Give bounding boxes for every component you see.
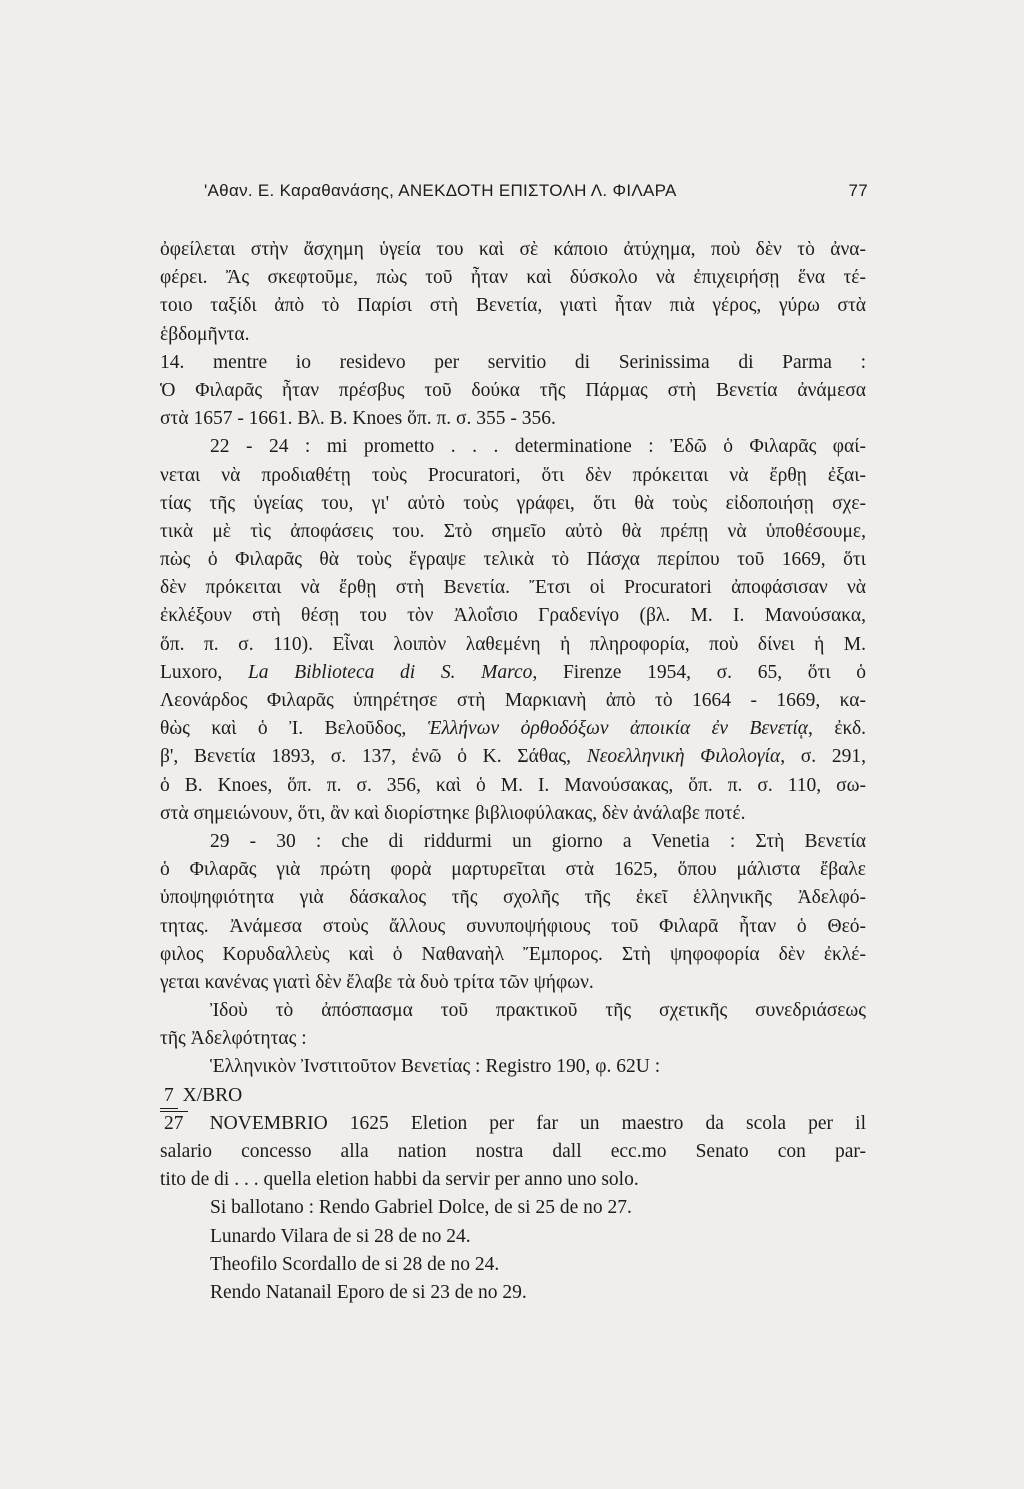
text-line: ὀφείλεται στὴν ἄσχημη ὑγεία του καὶ σὲ κάποιο ἀτύχημα, ποὺ δὲν τὸ ἀνα- [160, 239, 866, 260]
text-line: φέρει. Ἄς σκεφτοῦμε, πὼς τοῦ ἦταν καὶ δύσκολο νὰ ἐπιχειρήσῃ ἕνα τέ- [160, 267, 866, 289]
text-run: Luxoro, [160, 661, 248, 683]
text-line: ὅπ. π. σ. 110). Εἶναι λοιπὸν λαθεμένη ἡ πληροφορία, ποὺ δίνει ἡ M. [160, 633, 866, 655]
date-day: 7 [160, 1084, 178, 1109]
text-line [160, 743, 866, 771]
text-line: Λεονάρδος Φιλαρᾶς ὑπηρέτησε στὴ Μαρκιανὴ ἀπὸ τὸ 1664 - 1669, κα- [160, 690, 866, 711]
text-line: τικὰ μὲ τὶς ἀποφάσεις του. Στὸ σημεῖο αὐτὸ θὰ πρέπῃ νὰ ὑποθέσουμε, [160, 520, 866, 542]
text-line: 22 - 24 : mi prometto . . . determinatione : Ἐδῶ ὁ Φιλαρᾶς φαί- [210, 436, 866, 458]
text-line: ἑβδομῆντα. [160, 323, 250, 345]
ballot-line: Theofilo Scordallo de si 28 de no 24. [210, 1253, 500, 1275]
text-line: Ὁ Φιλαρᾶς ἦταν πρέσβυς τοῦ δούκα τῆς Πάρμας στὴ Βενετία ἀνάμεσα [160, 379, 866, 401]
page-number: 77 [848, 181, 868, 200]
text-line [160, 1110, 866, 1138]
text-run: , ἐκδ. [808, 718, 866, 740]
text-line: ὑποψηφιότητα γιὰ δάσκαλος τῆς σχολῆς τῆς ἐκεῖ ἑλληνικῆς Ἀδελφό- [160, 887, 866, 909]
italic-title: Ἑλλήνων ὀρθοδόξων ἀποικία ἐν Βενετίᾳ [427, 718, 809, 740]
italic-title: Νεοελληνικὴ Φιλολογία [586, 746, 781, 768]
text-line [160, 659, 866, 687]
text-line: salario concesso alla nation nostra dall ecc.mo Senato con par- [160, 1141, 866, 1162]
text-line: 14. mentre io residevo per servitio di Serinissima di Parma : [160, 351, 866, 373]
ballot-line: Rendo Natanail Eporo de si 23 de no 29. [210, 1281, 527, 1303]
date-denominator: 27 [160, 1111, 188, 1136]
running-title: 'Αθαν. Ε. Καραθανάσης, ΑΝΕΚΔΟΤΗ ΕΠΙΣΤΟΛΗ Λ. ΦΙΛΑΡΑ [204, 181, 677, 200]
italic-title: La Biblioteca di S. Marco [247, 661, 533, 683]
text-line: ὁ B. Knoes, ὅπ. π. σ. 356, καὶ ὁ Μ. Ι. Μανούσακας, ὅπ. π. σ. 110, σω- [160, 774, 866, 796]
text-line: ἐκλέξουν στὴ θέσῃ του τὸν Ἀλοΐσιο Γραδενίγο (βλ. Μ. Ι. Μανούσακα, [160, 605, 866, 627]
text-line: τοιο ταξίδι ἀπὸ τὸ Παρίσι στὴ Βενετία, γιατὶ ἦταν πιὰ γέρος, γύρω στὰ [160, 295, 866, 317]
text-line: Ἰδοὺ τὸ ἀπόσπασμα τοῦ πρακτικοῦ τῆς σχετικῆς συνεδριάσεως [210, 1000, 866, 1022]
text-line: νεται νὰ προδιαθέτῃ τοὺς Procuratori, ὅτι δὲν πρόκειται νὰ ἔρθῃ ἐξαι- [160, 464, 866, 486]
text-run: , Firenze 1954, σ. 65, ὅτι ὁ [532, 661, 866, 683]
text-run: NOVEMBRIO 1625 Eletion per far un maestro da scola per il [187, 1112, 866, 1134]
date-numerator-line [160, 1082, 866, 1110]
text-line: τητας. Ἀνάμεσα στοὺς ἄλλους συνυποψήφιους τοῦ Φιλαρᾶ ἦταν ὁ Θεό- [160, 915, 866, 937]
text-line: φιλος Κορυδαλλεὺς καὶ ὁ Ναθαναὴλ Ἔμπορος. Στὴ ψηφοφορία δὲν ἐκλέ- [160, 943, 866, 965]
ballot-line: Lunardo Vilara de si 28 de no 24. [210, 1225, 471, 1247]
text-line: τῆς Ἀδελφότητας : [160, 1028, 307, 1050]
text-line: 29 - 30 : che di riddurmi un giorno a Venetia : Στὴ Βενετία [210, 830, 866, 852]
body-text [160, 236, 866, 1307]
text-line: δὲν πρόκειται νὰ ἔρθῃ στὴ Βενετία. Ἔτσι οἱ Procuratori ἀποφάσισαν νὰ [160, 577, 866, 599]
text-line: τίας τῆς ὑγείας του, γι' αὐτὸ τοὺς γράφει, ὅτι θὰ τοὺς εἰδοποιήσῃ σχε- [160, 492, 866, 514]
date-month-abbrev: X/BRO [182, 1084, 243, 1106]
text-line: στὰ 1657 - 1661. Βλ. B. Knoes ὅπ. π. σ. 355 - 356. [160, 408, 556, 430]
text-line: ὁ Φιλαρᾶς γιὰ πρώτη φορὰ μαρτυρεῖται στὰ 1625, ὅπου μάλιστα ἔβαλε [160, 859, 866, 881]
running-header [204, 181, 868, 209]
text-run: θὼς καὶ ὁ Ἰ. Βελοῦδος, [160, 718, 428, 740]
text-run: , σ. 291, [780, 746, 866, 768]
text-run: β', Βενετία 1893, σ. 137, ἐνῶ ὁ Κ. Σάθας, [160, 746, 587, 768]
ballot-line: Si ballotano : Rendo Gabriel Dolce, de si 25 de no 27. [210, 1197, 632, 1219]
text-line: γεται κανένας γιατὶ δὲν ἔλαβε τὰ δυὸ τρίτα τῶν ψήφων. [160, 971, 594, 993]
text-line: πὼς ὁ Φιλαρᾶς θὰ τοὺς ἔγραψε τελικὰ τὸ Πάσχα περίπου τοῦ 1669, ὅτι [160, 549, 866, 571]
text-line: tito de di . . . quella eletion habbi da servir per anno uno solo. [160, 1169, 639, 1191]
text-line: στὰ σημειώνουν, ὅτι, ἂν καὶ διορίστηκε βιβλιοφύλακας, δὲν ἀνάλαβε ποτέ. [160, 802, 746, 824]
source-reference: Ἑλληνικὸν Ἰνστιτοῦτον Βενετίας : Registro 190, φ. 62U : [210, 1056, 661, 1078]
text-line [160, 715, 866, 743]
